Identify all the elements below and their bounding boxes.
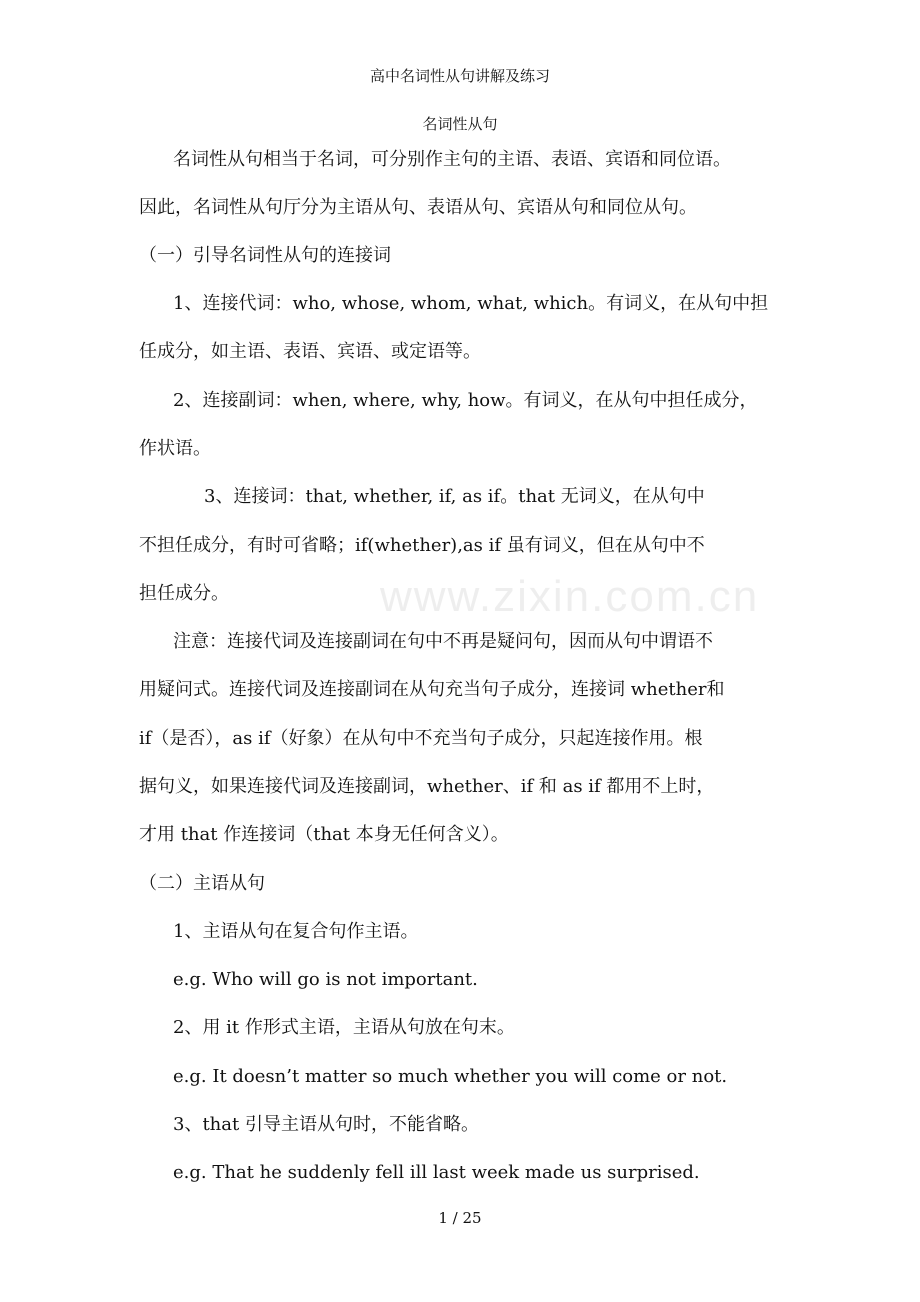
paragraph-line: 名词性从句相当于名词，可分别作主句的主语、表语、宾语和同位语。	[173, 149, 731, 170]
example-sentence: e.g. It doesn’t matter so much whether you will come or not.	[173, 1066, 728, 1087]
paragraph-line: 据句义，如果连接代词及连接副词，whether、if 和 as if 都用不上时，	[139, 776, 715, 797]
paragraph-line: if（是否），as if（好象）在从句中不充当句子成分，只起连接作用。根	[139, 728, 703, 749]
paragraph-line: 作状语。	[139, 438, 211, 459]
example-sentence: e.g. That he suddenly fell ill last week made us surprised.	[173, 1162, 700, 1183]
section-heading: （二）主语从句	[139, 873, 265, 894]
paragraph-line: 用疑问式。连接代词及连接副词在从句充当句子成分，连接词 whether和	[139, 679, 725, 700]
page-number: 1 / 25	[438, 1209, 482, 1227]
paragraph-line: 1、连接代词：who, whose, whom, what, which。有词义，在从句中担	[173, 293, 769, 314]
paragraph-line: 因此，名词性从句厅分为主语从句、表语从句、宾语从句和同位从句。	[139, 197, 697, 218]
section-subtitle: 名词性从句	[422, 115, 498, 133]
watermark: www.zixin.com.cn	[380, 572, 760, 621]
example-sentence: e.g. Who will go is not important.	[173, 969, 478, 990]
section-heading: （一）引导名词性从句的连接词	[139, 245, 391, 266]
paragraph-line: 1、主语从句在复合句作主语。	[173, 921, 419, 942]
paragraph-line: 3、that 引导主语从句时，不能省略。	[173, 1114, 479, 1135]
paragraph-line: 2、连接副词：when, where, why, how。有词义，在从句中担任成分，	[173, 390, 758, 411]
paragraph-line: 3、连接词：that, whether, if, as if。that 无词义，在从句中	[204, 486, 705, 507]
paragraph-line: 任成分，如主语、表语、宾语、或定语等。	[139, 341, 481, 362]
paragraph-line: 2、用 it 作形式主语，主语从句放在句末。	[173, 1017, 515, 1038]
paragraph-line: 不担任成分，有时可省略；if(whether),as if 虽有词义，但在从句中不	[139, 535, 705, 556]
document-title: 高中名词性从句讲解及练习	[369, 67, 550, 85]
paragraph-line: 担任成分。	[139, 583, 229, 604]
paragraph-line: 才用 that 作连接词（that 本身无任何含义）。	[139, 824, 509, 845]
paragraph-line: 注意：连接代词及连接副词在句中不再是疑问句，因而从句中谓语不	[173, 631, 713, 652]
